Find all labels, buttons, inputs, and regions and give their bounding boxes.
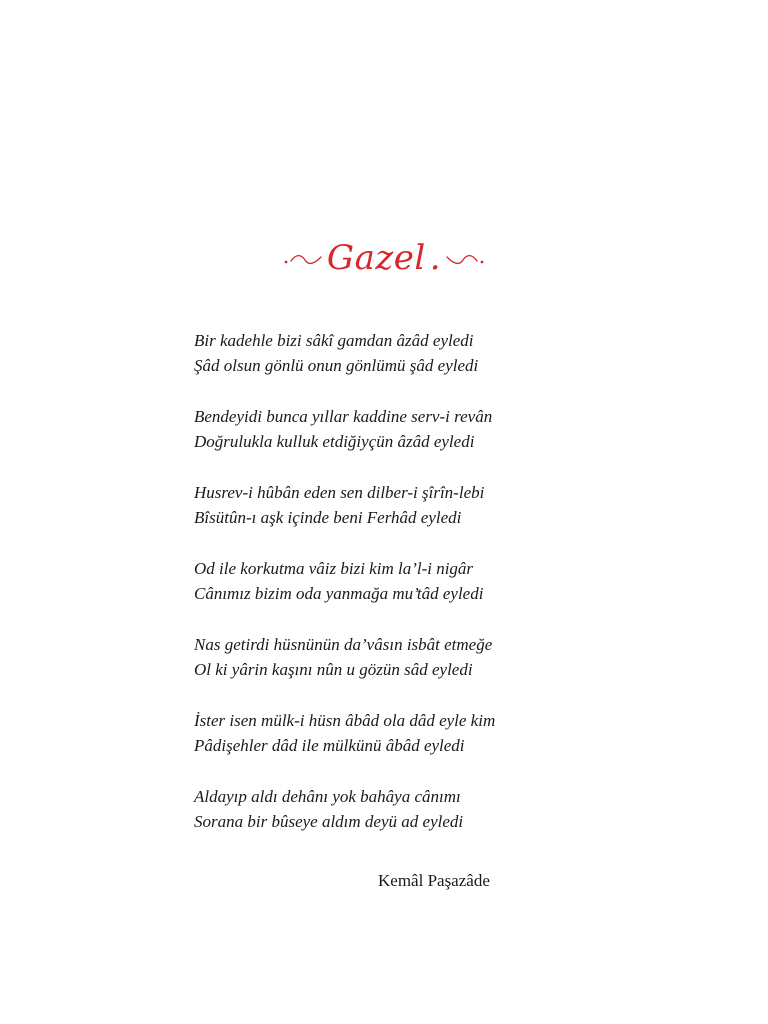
stanza	[194, 708, 674, 758]
verse-line: Husrev-i hûbân eden sen dilber-i şîrîn-lebi	[194, 483, 485, 502]
verse-line: Bir kadehle bizi sâkî gamdan âzâd eyledi	[194, 331, 474, 350]
stanza	[194, 404, 674, 454]
poem-author: Kemâl Paşazâde	[378, 871, 490, 890]
verse-line: Aldayıp aldı dehânı yok bahâya cânımı	[194, 787, 461, 806]
swash-ornament-icon	[445, 248, 485, 268]
verse-line: Pâdişehler dâd ile mülkünü âbâd eyledi	[194, 736, 465, 755]
title-block	[0, 238, 768, 294]
poem-title: Gazel	[326, 238, 426, 278]
stanza	[194, 632, 674, 682]
verse-line: Şâd olsun gönlü onun gönlümü şâd eyledi	[194, 356, 479, 375]
poem-body	[194, 328, 674, 860]
verse-line: Ol ki yârin kaşını nûn u gözün sâd eyledi	[194, 660, 473, 679]
title-period: .	[429, 238, 442, 278]
verse-line: Bendeyidi bunca yıllar kaddine serv-i revân	[194, 407, 493, 426]
stanza	[194, 556, 674, 606]
verse-line: Bîsütûn-ı aşk içinde beni Ferhâd eyledi	[194, 508, 462, 527]
verse-line: İster isen mülk-i hüsn âbâd ola dâd eyle kim	[194, 711, 496, 730]
swash-ornament-icon	[283, 248, 323, 268]
verse-line: Od ile korkutma vâiz bizi kim la’l-i nigâr	[194, 559, 474, 578]
title-group	[283, 238, 485, 278]
stanza	[194, 480, 674, 530]
verse-line: Cânımız bizim oda yanmağa mu’tâd eyledi	[194, 584, 484, 603]
verse-line: Doğrulukla kulluk etdiğiyçün âzâd eyledi	[194, 432, 475, 451]
stanza	[194, 328, 674, 378]
stanza	[194, 784, 674, 834]
verse-line: Nas getirdi hüsnünün da’vâsın isbât etmeğe	[194, 635, 493, 654]
verse-line: Sorana bir bûseye aldım deyü ad eyledi	[194, 812, 464, 831]
